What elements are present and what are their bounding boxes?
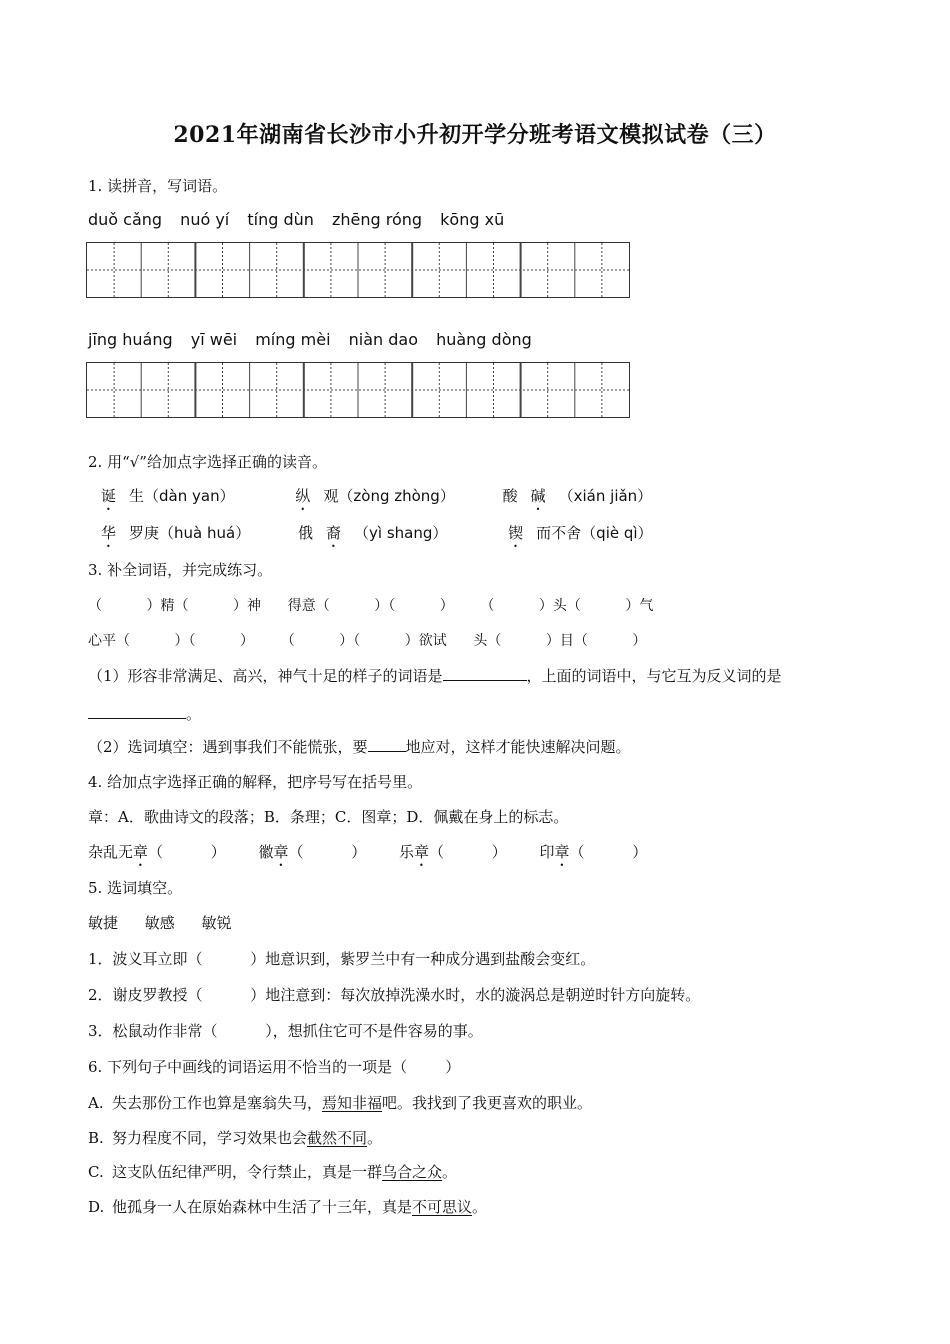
q5-word-bank: [88, 913, 232, 933]
q3-row-1: （ ）精（ ）神 得意（ ）（ ） （ ）头（ ）气: [88, 598, 654, 614]
option-c[interactable]: C. 这支队伍纪律严明，令行禁止，真是一群乌合之众。: [88, 1163, 458, 1181]
q2-item: 锲 而不舍（qiè qì）: [508, 524, 653, 542]
q4-definition: 章：A．歌曲诗文的段落；B．条理；C．图章；D．佩戴在身上的标志。: [88, 808, 569, 826]
q2-item: 华 罗庚（huà huá）: [101, 524, 251, 542]
question-2-heading: 2. 用“√”给加点字选择正确的读音。: [88, 453, 327, 471]
question-3-heading: 3. 补全词语，并完成练习。: [88, 561, 273, 579]
q3-sub-2: （2）选词填空：遇到事我们不能慌张，要 地应对，这样才能快速解决问题。: [88, 738, 631, 756]
q3-sub-1-cont: 。: [88, 704, 201, 724]
q5-sentence-3: 3．松鼠动作非常（ ），想抓住它可不是件容易的事。: [88, 1022, 483, 1040]
answer-blank[interactable]: [88, 704, 186, 719]
question-6-heading: 6. 下列句子中画线的词语运用不恰当的一项是（ ）: [88, 1058, 461, 1076]
pinyin-1-2: nuó yí: [180, 210, 230, 229]
q4-item: 印章（ ）: [539, 843, 648, 861]
page-title: 2021年湖南省长沙市小升初开学分班考语文模拟试卷（三）: [173, 122, 777, 148]
q3-row-2: 心平（ ）（ ） （ ）（ ）欲试 头（ ）目（ ）: [88, 633, 647, 649]
pinyin-2-3: míng mèi: [255, 330, 331, 349]
writing-grid-2[interactable]: [86, 362, 630, 418]
q2-line-2: [88, 523, 679, 551]
writing-grid-1[interactable]: [86, 242, 630, 298]
q4-item: 乐章（ ）: [399, 843, 507, 861]
q2-line-1: [88, 486, 678, 514]
q5-sentence-2: 2．谢皮罗教授（ ）地注意到：每次放掉洗澡水时，水的漩涡总是朝逆时针方向旋转。: [88, 986, 701, 1004]
q4-item: 杂乱无章（ ）: [88, 843, 226, 861]
pinyin-2-2: yī wēi: [190, 330, 238, 349]
pinyin-row-2: [88, 330, 545, 349]
answer-blank[interactable]: [368, 737, 406, 752]
pinyin-2-1: jīng huáng: [88, 330, 173, 349]
q2-item: 酸 碱 （xián jiǎn）: [502, 487, 653, 505]
q2-item: 诞 生（dàn yan）: [101, 487, 235, 505]
pinyin-1-4: zhēng róng: [331, 210, 423, 229]
word-option: 敏锐: [201, 914, 232, 932]
q4-item: 徽章（ ）: [258, 843, 367, 861]
q4-items: [88, 842, 647, 870]
pinyin-1-5: kōng xū: [440, 210, 505, 229]
pinyin-1-1: duǒ cǎng: [88, 210, 163, 229]
question-1-heading: 1. 读拼音，写词语。: [88, 177, 228, 195]
q5-sentence-1: 1．波义耳立即（ ）地意识到，紫罗兰中有一种成分遇到盐酸会变红。: [88, 950, 596, 968]
word-option: 敏捷: [88, 914, 119, 932]
question-5-heading: 5. 选词填空。: [88, 879, 183, 897]
option-d[interactable]: D. 他孤身一人在原始森林中生活了十三年，真是不可思议。: [88, 1198, 488, 1216]
q3-sub-1: （1）形容非常满足、高兴，神气十足的样子的词语是 ，上面的词语中，与它互为反义词的是: [88, 667, 782, 685]
q2-item: 纵 观（zòng zhòng）: [295, 487, 455, 505]
option-a[interactable]: A. 失去那份工作也算是塞翁失马，焉知非福吧。我找到了我更喜欢的职业。: [88, 1094, 593, 1112]
pinyin-2-5: huàng dòng: [436, 330, 532, 349]
question-4-heading: 4. 给加点字选择正确的解释，把序号写在括号里。: [88, 773, 423, 791]
pinyin-2-4: niàn dao: [348, 330, 418, 349]
answer-blank[interactable]: [443, 666, 527, 681]
pinyin-row-1: [88, 210, 517, 229]
pinyin-1-3: tíng dùn: [247, 210, 314, 229]
word-option: 敏感: [144, 914, 175, 932]
q2-item: 俄 裔 （yì shang）: [297, 524, 448, 542]
option-b[interactable]: B. 努力程度不同，学习效果也会截然不同。: [88, 1129, 383, 1147]
